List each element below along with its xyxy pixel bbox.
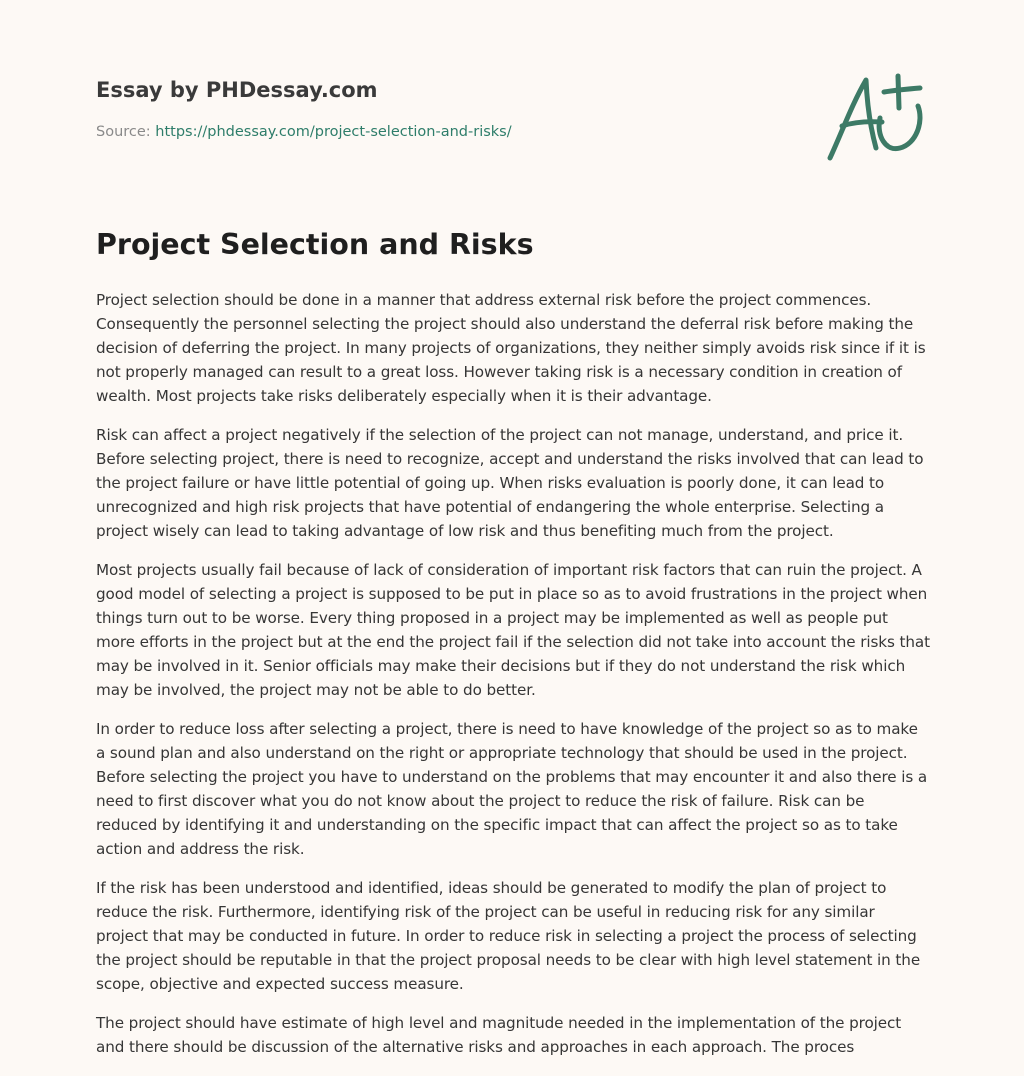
essay-paragraph: In order to reduce loss after selecting a project, there is need to have knowledge of the project so as to make a sound plan and also understand on the right or appropriate technology that should be used in the project. Before selecting the project you have to understand on the problems that may encounter it and also there is a need to first discover what you do not know about the project to reduce the risk of failure. Risk can be reduced by identifying it and understanding on the specific impact that can affect the project so as to take action and address the risk. [96, 720, 928, 858]
site-title: Essay by PHDessay.com [96, 78, 378, 102]
essay-paragraph: Risk can affect a project negatively if the selection of the project can not manage, understand, and price it. Before selecting project, there is need to recognize, accept and understand the risks involved that can lead to the project failure or have little potential of going up. When risks evaluation is poorly done, it can lead to unrecognized and high risk projects that have potential of endangering the whole enterprise. Selecting a project wisely can lead to taking advantage of low risk and thus benefiting much from the project. [96, 426, 924, 540]
a-plus-logo-icon [820, 66, 930, 166]
essay-paragraph: If the risk has been understood and identified, ideas should be generated to modify the plan of project to reduce the risk. Furthermore, identifying risk of the project can be useful in reducing risk for any similar project that may be conducted in future. In order to reduce risk in selecting a project the process of selecting the project should be reputable in that the project proposal needs to be clear with high level statement in the scope, objective and expected success measure. [96, 879, 921, 993]
page-header [96, 76, 796, 142]
source-link[interactable]: https://phdessay.com/project-selection-and-risks/ [155, 124, 512, 140]
essay-title: Project Selection and Risks [96, 228, 534, 261]
essay-body [96, 226, 930, 1074]
essay-paragraph: Project selection should be done in a manner that address external risk before the project commences. Consequently the personnel selecting the project should also understand the deferral risk before making the decision of deferring the project. In many projects of organizations, they neither simply avoids risk since if it is not properly managed can result to a great loss. However taking risk is a necessary condition in creation of wealth. Most projects take risks deliberately especially when it is their advantage. [96, 291, 926, 405]
source-line [96, 122, 796, 142]
source-label: Source: [96, 124, 151, 140]
essay-paragraph: The project should have estimate of high level and magnitude needed in the implementation of the project and there should be discussion of the alternative risks and approaches in each approach. The proces [96, 1014, 902, 1056]
essay-paragraph: Most projects usually fail because of lack of consideration of important risk factors that can ruin the project. A good model of selecting a project is supposed to be put in place so as to avoid frustrations in the project when things turn out to be worse. Every thing proposed in a project may be implemented as well as people put more efforts in the project but at the end the project fail if the selection did not take into account the risks that may be involved in it. Senior officials may make their decisions but if they do not understand the risk which may be involved, the project may not be able to do better. [96, 561, 930, 699]
